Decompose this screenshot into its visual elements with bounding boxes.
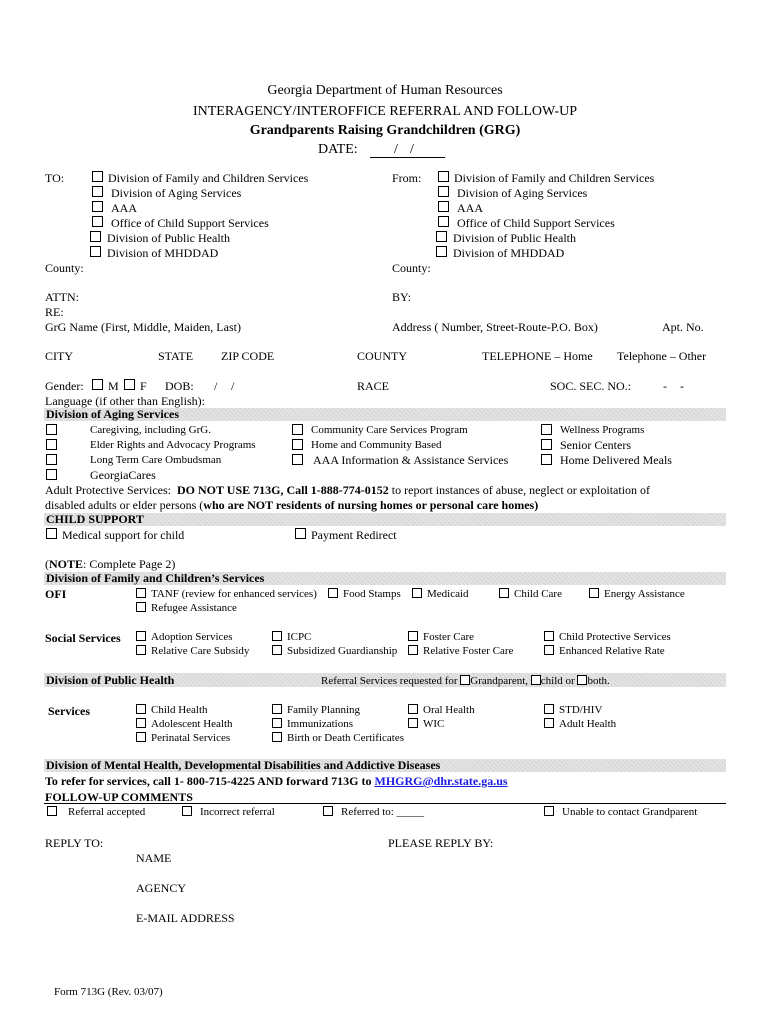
mh-refer-line [45, 775, 508, 787]
reply-agency-label: AGENCY [136, 881, 186, 895]
from-county-label: County: [392, 261, 431, 275]
aging-aaa-info-checkbox[interactable] [292, 454, 303, 465]
date-slash-2: / [410, 142, 414, 157]
to-mhddad-checkbox[interactable] [90, 246, 101, 257]
followup-accepted-checkbox[interactable] [47, 806, 57, 816]
mh-email-link[interactable]: MHGRG@dhr.state.ga.us [374, 774, 508, 788]
telephone-other-label: Telephone – Other [617, 349, 707, 363]
aging-ccsp-label: Community Care Services Program [311, 424, 468, 436]
program-title: Grandparents Raising Grandchildren (GRG) [249, 123, 521, 138]
aps-line-2 [45, 499, 538, 511]
referral-both-label: both. [587, 675, 610, 687]
ofi-tanf-label: TANF (review for enhanced services) [151, 588, 317, 600]
to-public-health-label: Division of Public Health [107, 231, 230, 245]
aging-ombudsman-label: Long Term Care Ombudsman [90, 454, 222, 466]
referral-requested [321, 674, 610, 688]
ofi-child-care-label: Child Care [514, 588, 562, 600]
to-dfcs-checkbox[interactable] [92, 171, 103, 182]
from-dfcs-checkbox[interactable] [438, 171, 449, 182]
telephone-home-label: TELEPHONE – Home [482, 349, 593, 363]
dfcs-section-header [44, 572, 726, 585]
ph-certificates-checkbox[interactable] [272, 732, 282, 742]
ph-adolescent-checkbox[interactable] [136, 718, 146, 728]
from-mhddad-label: Division of MHDDAD [453, 246, 565, 260]
reply-by-label: PLEASE REPLY BY: [388, 836, 494, 850]
ofi-refugee-checkbox[interactable] [136, 602, 146, 612]
from-dfcs-label: Division of Family and Children Services [454, 171, 655, 185]
to-aging-label: Division of Aging Services [111, 186, 242, 200]
ofi-label: OFI [45, 587, 67, 601]
child-support-section-title: CHILD SUPPORT [46, 512, 144, 526]
aging-georgiacares-label: GeorgiaCares [90, 468, 156, 482]
aging-wellness-label: Wellness Programs [560, 424, 645, 436]
social-cps-label: Child Protective Services [559, 631, 671, 643]
ph-oral-health-label: Oral Health [423, 704, 475, 716]
aging-caregiving-label: Caregiving, including GrG. [90, 424, 211, 436]
social-icpc-label: ICPC [287, 631, 312, 643]
ph-wic-checkbox[interactable] [408, 718, 418, 728]
aging-section-title: Division of Aging Services [46, 407, 180, 421]
by-label: BY: [392, 290, 411, 304]
followup-unable-label: Unable to contact Grandparent [562, 806, 698, 818]
social-services-label: Social Services [45, 631, 121, 645]
aging-ccsp-checkbox[interactable] [292, 424, 303, 435]
from-public-health-label: Division of Public Health [453, 231, 576, 245]
aging-meals-checkbox[interactable] [541, 454, 552, 465]
to-mhddad-label: Division of MHDDAD [107, 246, 219, 260]
to-aging-checkbox[interactable] [92, 186, 103, 197]
mental-health-section-header [44, 759, 726, 772]
aging-hcb-label: Home and Community Based [311, 439, 442, 451]
social-foster-care-label: Foster Care [423, 631, 475, 643]
followup-referred-label: Referred to: _____ [341, 806, 425, 818]
aging-senior-centers-label: Senior Centers [560, 438, 631, 452]
followup-incorrect-checkbox[interactable] [182, 806, 192, 816]
aging-ombudsman-checkbox[interactable] [46, 454, 57, 465]
ofi-medicaid-label: Medicaid [427, 588, 469, 600]
ph-adolescent-label: Adolescent Health [151, 718, 233, 730]
form-number: Form 713G (Rev. 03/07) [54, 986, 163, 998]
social-enhanced-rate-checkbox[interactable] [544, 645, 554, 655]
city-label: CITY [45, 349, 73, 363]
ofi-energy-checkbox[interactable] [589, 588, 599, 598]
aging-elder-rights-checkbox[interactable] [46, 439, 57, 450]
public-health-section-title: Division of Public Health [46, 673, 175, 687]
social-relative-foster-label: Relative Foster Care [423, 645, 514, 657]
followup-rule [44, 803, 726, 804]
note-bold: NOTE [49, 557, 84, 571]
aging-hcb-checkbox[interactable] [292, 439, 303, 450]
ph-family-planning-label: Family Planning [287, 704, 361, 716]
to-aaa-checkbox[interactable] [92, 201, 103, 212]
social-relative-subsidy-label: Relative Care Subsidy [151, 645, 250, 657]
language-label: Language (if other than English): [45, 394, 205, 408]
followup-unable-checkbox[interactable] [544, 806, 554, 816]
date-label: DATE: [318, 142, 358, 157]
aps-rest: to report instances of abuse, neglect or exploitation of [391, 483, 651, 497]
social-adoption-checkbox[interactable] [136, 631, 146, 641]
to-county-label: County: [45, 261, 84, 275]
followup-referred-checkbox[interactable] [323, 806, 333, 816]
aging-georgiacares-checkbox[interactable] [46, 469, 57, 480]
ph-family-planning-checkbox[interactable] [272, 704, 282, 714]
gender-label: Gender: [45, 379, 84, 393]
state-label: STATE [158, 349, 194, 363]
ofi-food-stamps-checkbox[interactable] [328, 588, 338, 598]
ph-adult-health-checkbox[interactable] [544, 718, 554, 728]
public-health-section-header [44, 673, 726, 687]
ofi-energy-label: Energy Assistance [604, 588, 685, 600]
to-aaa-label: AAA [111, 201, 137, 215]
from-child-support-label: Office of Child Support Services [457, 216, 615, 230]
ofi-tanf-checkbox[interactable] [136, 588, 146, 598]
address-label: Address ( Number, Street-Route-P.O. Box) [392, 320, 598, 334]
ofi-medicaid-checkbox[interactable] [412, 588, 422, 598]
from-public-health-checkbox[interactable] [436, 231, 447, 242]
referral-grandparent-label: Grandparent, [470, 675, 529, 687]
dob-slash-1: / [214, 379, 218, 393]
ph-std-hiv-label: STD/HIV [559, 704, 603, 716]
social-enhanced-rate-label: Enhanced Relative Rate [559, 645, 665, 657]
medical-support-label: Medical support for child [62, 528, 185, 542]
aging-caregiving-checkbox[interactable] [46, 424, 57, 435]
ph-adult-health-label: Adult Health [559, 718, 617, 730]
social-relative-subsidy-checkbox[interactable] [136, 645, 146, 655]
reply-to-label: REPLY TO: [45, 836, 104, 850]
note-rest: : Complete Page 2) [83, 557, 176, 571]
payment-redirect-checkbox[interactable] [295, 528, 306, 539]
child-support-note [45, 558, 175, 570]
social-guardianship-label: Subsidized Guardianship [287, 645, 398, 657]
social-cps-checkbox[interactable] [544, 631, 554, 641]
gender-m-label: M [108, 379, 119, 393]
aps-line-1 [45, 484, 650, 496]
social-foster-care-checkbox[interactable] [408, 631, 418, 641]
aging-meals-label: Home Delivered Meals [560, 453, 672, 467]
followup-title: FOLLOW-UP COMMENTS [45, 790, 193, 804]
to-child-support-checkbox[interactable] [92, 216, 103, 227]
referral-child-label: child or [540, 675, 575, 687]
to-public-health-checkbox[interactable] [90, 231, 101, 242]
social-icpc-checkbox[interactable] [272, 631, 282, 641]
from-aaa-checkbox[interactable] [438, 201, 449, 212]
re-label: RE: [45, 305, 64, 319]
reply-name-label: NAME [136, 851, 172, 865]
ph-oral-health-checkbox[interactable] [408, 704, 418, 714]
referral-prefix: Referral Services requested for [321, 675, 458, 687]
followup-accepted-label: Referral accepted [68, 806, 146, 818]
to-child-support-label: Office of Child Support Services [111, 216, 269, 230]
mental-health-section-title: Division of Mental Health, Developmental Disabilities and Addictive Diseases [46, 758, 441, 772]
dfcs-section-title: Division of Family and Children’s Services [46, 571, 265, 585]
ssn-label: SOC. SEC. NO.: [550, 379, 632, 393]
gender-f-label: F [140, 379, 147, 393]
ssn-dash-2: - [680, 379, 684, 393]
ph-immunizations-checkbox[interactable] [272, 718, 282, 728]
dob-slash-2: / [231, 379, 235, 393]
aps-line-2-text: disabled adults or elder persons ( [45, 498, 204, 512]
ph-std-hiv-checkbox[interactable] [544, 704, 554, 714]
gender-f-checkbox[interactable] [124, 379, 135, 390]
county-field-label: COUNTY [357, 349, 407, 363]
ph-wic-label: WIC [423, 718, 445, 730]
referral-child-checkbox[interactable] [531, 675, 541, 685]
from-aaa-label: AAA [457, 201, 483, 215]
ph-child-health-label: Child Health [151, 704, 208, 716]
grg-name-label: GrG Name (First, Middle, Maiden, Last) [45, 320, 241, 334]
from-aging-label: Division of Aging Services [457, 186, 588, 200]
ofi-food-stamps-label: Food Stamps [343, 588, 401, 600]
ph-certificates-label: Birth or Death Certificates [287, 732, 404, 744]
to-label: TO: [45, 171, 65, 185]
medical-support-checkbox[interactable] [46, 528, 57, 539]
aps-line-2-bold: who are NOT residents of nursing homes or personal care homes) [203, 498, 539, 512]
aging-senior-centers-checkbox[interactable] [541, 439, 552, 450]
payment-redirect-label: Payment Redirect [311, 528, 397, 542]
social-adoption-label: Adoption Services [151, 631, 233, 643]
mh-refer-text: To refer for services, call 1- 800-715-4225 AND forward 713G to [45, 774, 372, 788]
social-relative-foster-checkbox[interactable] [408, 645, 418, 655]
aps-label: Adult Protective Services: [45, 483, 171, 497]
aps-warning: DO NOT USE 713G, Call 1-888-774-0152 [176, 483, 389, 497]
ph-services-label: Services [48, 704, 90, 718]
ph-child-health-checkbox[interactable] [136, 704, 146, 714]
to-dfcs-label: Division of Family and Children Services [108, 171, 309, 185]
gender-m-checkbox[interactable] [92, 379, 103, 390]
aging-wellness-checkbox[interactable] [541, 424, 552, 435]
attn-label: ATTN: [45, 290, 79, 304]
race-label: RACE [357, 379, 390, 393]
dob-label: DOB: [165, 379, 194, 393]
from-aging-checkbox[interactable] [438, 186, 449, 197]
aging-section-header [44, 408, 726, 421]
reply-email-label: E-MAIL ADDRESS [136, 911, 235, 925]
followup-incorrect-label: Incorrect referral [200, 806, 275, 818]
zip-label: ZIP CODE [221, 349, 275, 363]
referral-grandparent-checkbox[interactable] [460, 675, 470, 685]
from-label: From: [392, 171, 422, 185]
from-child-support-checkbox[interactable] [438, 216, 449, 227]
referral-both-checkbox[interactable] [577, 675, 587, 685]
date-slash-1: / [394, 142, 398, 157]
ofi-child-care-checkbox[interactable] [499, 588, 509, 598]
form-title: INTERAGENCY/INTEROFFICE REFERRAL AND FOLLOW-UP [192, 104, 578, 119]
agency-name: Georgia Department of Human Resources [267, 83, 503, 98]
date-field[interactable] [370, 143, 445, 158]
ph-perinatal-label: Perinatal Services [151, 732, 231, 744]
apt-label: Apt. No. [662, 320, 704, 334]
from-mhddad-checkbox[interactable] [436, 246, 447, 257]
ph-immunizations-label: Immunizations [287, 718, 353, 730]
ph-perinatal-checkbox[interactable] [136, 732, 146, 742]
aging-aaa-info-label: AAA Information & Assistance Services [313, 453, 509, 467]
social-guardianship-checkbox[interactable] [272, 645, 282, 655]
aging-elder-rights-label: Elder Rights and Advocacy Programs [90, 439, 256, 451]
note-open: ( [45, 557, 49, 571]
ofi-refugee-label: Refugee Assistance [151, 602, 237, 614]
ssn-dash-1: - [663, 379, 667, 393]
child-support-section-header [44, 513, 726, 526]
